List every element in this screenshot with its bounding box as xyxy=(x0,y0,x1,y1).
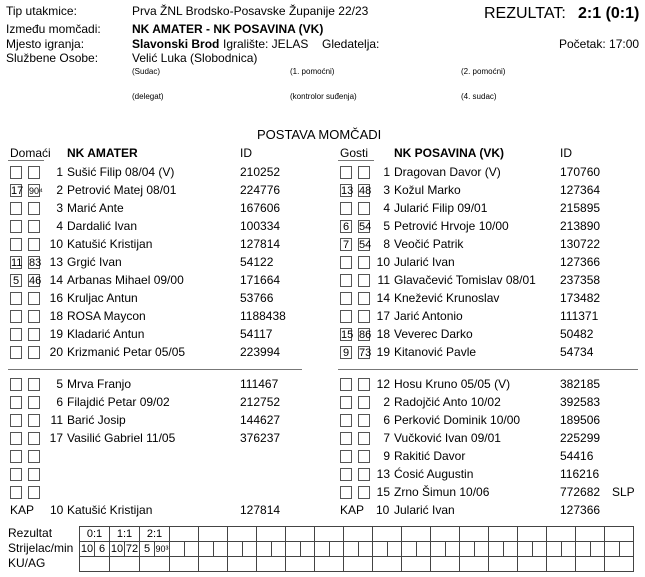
minute-box: 46 xyxy=(29,275,42,287)
player-name: Kožul Marko xyxy=(394,183,461,197)
scorer-row-label: Strijelac/min xyxy=(8,541,74,555)
minute-box xyxy=(358,256,370,269)
minute-box: 9 xyxy=(340,346,352,359)
player-name: Sušić Filip 08/04 (V) xyxy=(67,165,175,179)
sub-number: 2 xyxy=(383,395,390,409)
player-id: 127366 xyxy=(560,255,601,269)
sub-name: Zrno Šimun 10/06 xyxy=(394,485,490,499)
minute-box xyxy=(358,450,370,463)
minute-box: 11 xyxy=(11,257,23,269)
score-cell xyxy=(286,527,315,542)
player-number: 2 xyxy=(56,183,63,197)
player-id: 54122 xyxy=(240,255,274,269)
sub-id: 189506 xyxy=(560,413,601,427)
home-kap-num: 10 xyxy=(50,503,64,517)
player-id: 100334 xyxy=(240,219,281,233)
teams: NK AMATER - NK POSAVINA (VK) xyxy=(132,22,324,36)
minute-cell: 72 xyxy=(125,543,139,555)
minute-box xyxy=(28,486,40,499)
player-id: 53766 xyxy=(240,291,274,305)
player-name: Grgić Ivan xyxy=(67,255,122,269)
player-number: 10 xyxy=(49,237,63,251)
sub-number: 12 xyxy=(376,377,390,391)
player-id: 170760 xyxy=(560,165,601,179)
sub-id: 772682 xyxy=(560,485,601,499)
player-number: 17 xyxy=(376,309,390,323)
player-id: 54734 xyxy=(560,345,594,359)
minute-box xyxy=(28,414,40,427)
referee-name: Velić Luka (Slobodnica) xyxy=(132,51,258,65)
player-number: 14 xyxy=(376,291,390,305)
player-name: Arbanas Mihael 09/00 xyxy=(67,273,184,287)
sub-id: 144627 xyxy=(240,413,281,427)
player-name: ROSA Maycon xyxy=(67,309,146,323)
player-name: Veverec Darko xyxy=(394,327,473,341)
minute-box xyxy=(358,486,370,499)
kickoff: Početak: 17:00 xyxy=(559,37,640,51)
scorer-cell: 10 xyxy=(110,543,124,555)
player-number: 5 xyxy=(383,219,390,233)
sub-id: 392583 xyxy=(560,395,601,409)
player-name: Dardalić Ivan xyxy=(67,219,138,233)
player-name: Marić Ante xyxy=(67,201,124,215)
minute-box: 83 xyxy=(29,257,42,269)
pom2-caption: (2. pomoćni) xyxy=(461,67,506,76)
away-side-label: Gosti xyxy=(340,146,369,160)
sub-name: Hosu Kruno 05/05 (V) xyxy=(394,377,511,391)
player-id: 171664 xyxy=(240,273,281,287)
minute-box xyxy=(10,328,22,341)
minute-box xyxy=(340,292,352,305)
away-kap-id: 127366 xyxy=(560,503,601,517)
minute-box xyxy=(28,328,40,341)
minute-box xyxy=(28,346,40,359)
minute-box xyxy=(340,378,352,391)
sub-extra: SLP xyxy=(612,485,635,499)
player-number: 4 xyxy=(56,219,63,233)
minute-box: 6 xyxy=(340,220,352,233)
home-team-name: NK AMATER xyxy=(67,146,138,160)
minute-box xyxy=(10,166,22,179)
sudac4-caption: (4. sudac) xyxy=(461,92,497,101)
player-id: 167606 xyxy=(240,201,281,215)
player-number: 1 xyxy=(56,165,63,179)
sub-number: 6 xyxy=(383,413,390,427)
score-cell xyxy=(170,527,199,542)
sub-id: 212752 xyxy=(240,395,281,409)
lineup-title: POSTAVA MOMČADI xyxy=(257,127,382,142)
player-number: 13 xyxy=(49,255,63,269)
minute-box xyxy=(28,450,40,463)
minute-box xyxy=(340,450,352,463)
sub-name: Vasilić Gabriel 11/05 xyxy=(67,431,176,445)
minute-box xyxy=(340,310,352,323)
minute-box xyxy=(28,378,40,391)
player-id: 173482 xyxy=(560,291,601,305)
tip-label: Tip utakmice: xyxy=(6,4,77,18)
away-subs-divider xyxy=(338,369,638,370)
score-cell xyxy=(402,527,431,542)
minute-box xyxy=(358,378,370,391)
result-table-scorers-row xyxy=(80,542,634,557)
player-name: Kladarić Antun xyxy=(67,327,145,341)
minute-box xyxy=(358,202,370,215)
player-id: 1188438 xyxy=(240,309,286,323)
sub-id: 54416 xyxy=(560,449,594,463)
minute-cell: 90³ xyxy=(155,542,170,557)
sub-name: Mrva Franjo xyxy=(67,377,132,391)
minute-box xyxy=(358,432,370,445)
scorer-cell: 10 xyxy=(80,543,94,555)
result-value: 2:1 (0:1) xyxy=(578,5,640,22)
officials-label: Službene Osobe: xyxy=(6,51,99,65)
score-cell xyxy=(373,527,402,542)
result-label: REZULTAT: xyxy=(484,5,566,22)
player-number: 20 xyxy=(49,345,63,359)
away-kap-label: KAP xyxy=(340,503,365,517)
player-id: 213890 xyxy=(560,219,601,233)
player-number: 4 xyxy=(383,201,390,215)
home-kap-name: Katušić Kristijan xyxy=(67,503,153,517)
sub-name: Radojčić Anto 10/02 xyxy=(394,395,501,409)
result-table-scores-row xyxy=(80,527,634,542)
minute-box xyxy=(358,414,370,427)
minute-box xyxy=(340,432,352,445)
minute-box xyxy=(340,256,352,269)
home-id-header: ID xyxy=(240,146,252,160)
score-cell xyxy=(547,527,576,542)
sub-number: 13 xyxy=(376,467,390,481)
minute-box xyxy=(340,486,352,499)
away-kap-num: 10 xyxy=(376,503,390,517)
sub-name: Vučković Ivan 09/01 xyxy=(394,431,501,445)
minute-box: 17 xyxy=(11,185,24,197)
player-number: 3 xyxy=(56,201,63,215)
result-table-kuag-row xyxy=(80,557,634,572)
minute-box xyxy=(10,202,22,215)
score-cell xyxy=(228,527,257,542)
venue-label: Mjesto igranja: xyxy=(6,37,85,51)
player-id: 210252 xyxy=(240,165,281,179)
sudac-caption: (Sudac) xyxy=(132,67,161,76)
minute-box xyxy=(10,486,22,499)
player-name: Katušić Kristijan xyxy=(67,237,153,251)
player-number: 19 xyxy=(376,345,390,359)
minute-box xyxy=(358,396,370,409)
player-name: Kruljac Antun xyxy=(67,291,138,305)
score-cell xyxy=(489,527,518,542)
minute-box xyxy=(340,274,352,287)
home-side-label: Domaći xyxy=(10,146,51,160)
minute-box xyxy=(10,220,22,233)
score-cell: 2:1 xyxy=(140,527,170,542)
minute-box xyxy=(10,378,22,391)
score-cell xyxy=(199,527,228,542)
delegat-caption: (delegat) xyxy=(132,92,164,101)
kuag-row-label: KU/AG xyxy=(8,556,46,570)
sub-number: 6 xyxy=(56,395,63,409)
player-number: 1 xyxy=(383,165,390,179)
home-subs-divider xyxy=(8,369,302,370)
score-cell xyxy=(518,527,547,542)
home-kap-label: KAP xyxy=(10,503,35,517)
minute-box xyxy=(10,346,22,359)
kontrolor-caption: (kontrolor suđenja) xyxy=(290,92,357,101)
player-number: 10 xyxy=(376,255,390,269)
minute-box xyxy=(28,396,40,409)
player-id: 127814 xyxy=(240,237,281,251)
player-name: Petrović Matej 08/01 xyxy=(67,183,177,197)
player-id: 111371 xyxy=(560,309,599,323)
sub-number: 11 xyxy=(50,413,63,427)
minute-box xyxy=(10,432,22,445)
player-number: 14 xyxy=(49,273,63,287)
player-number: 18 xyxy=(49,309,63,323)
minute-box xyxy=(28,220,40,233)
minute-box xyxy=(10,468,22,481)
away-team-name: NK POSAVINA (VK) xyxy=(394,146,505,160)
player-name: Glavačević Tomislav 08/01 xyxy=(394,273,536,287)
score-cell xyxy=(605,527,634,542)
minute-box xyxy=(28,310,40,323)
pom1-caption: (1. pomoćni) xyxy=(290,67,335,76)
minute-box xyxy=(28,468,40,481)
sub-name: Perković Dominik 10/00 xyxy=(394,413,521,427)
sub-id: 111467 xyxy=(240,377,279,391)
sub-name: Rakitić Davor xyxy=(394,449,466,463)
score-cell xyxy=(257,527,286,542)
ground: Igralište: JELAS xyxy=(223,37,309,51)
between-label: Između momčadi: xyxy=(6,22,101,36)
player-number: 8 xyxy=(383,237,390,251)
minute-box xyxy=(10,450,22,463)
score-cell xyxy=(315,527,344,542)
player-id: 215895 xyxy=(560,201,601,215)
minute-box xyxy=(10,310,22,323)
minute-box xyxy=(10,414,22,427)
player-number: 18 xyxy=(376,327,390,341)
sub-number: 7 xyxy=(383,431,390,445)
score-cell xyxy=(576,527,605,542)
player-name: Jularić Filip 09/01 xyxy=(394,201,488,215)
minute-box xyxy=(28,202,40,215)
minute-box xyxy=(28,166,40,179)
minute-box xyxy=(10,238,22,251)
away-divider xyxy=(338,160,374,161)
player-id: 54117 xyxy=(240,327,273,341)
sub-name: Filajdić Petar 09/02 xyxy=(67,395,170,409)
minute-box xyxy=(358,166,370,179)
minute-box xyxy=(340,468,352,481)
player-name: Krizmanić Petar 05/05 xyxy=(67,345,186,359)
home-kap-id: 127814 xyxy=(240,503,281,517)
minute-box xyxy=(358,292,370,305)
player-number: 3 xyxy=(383,183,390,197)
sub-id: 116216 xyxy=(560,467,600,481)
spectators-label: Gledatelja: xyxy=(322,37,380,51)
minute-box xyxy=(28,238,40,251)
player-name: Kitanović Pavle xyxy=(394,345,477,359)
sub-name: Ćosić Augustin xyxy=(394,467,474,481)
away-kap-name: Jularić Ivan xyxy=(394,503,455,517)
player-number: 19 xyxy=(49,327,63,341)
scorer-cell: 5 xyxy=(140,542,155,557)
score-cell: 1:1 xyxy=(110,527,140,542)
minute-box: 15 xyxy=(341,329,354,341)
minute-box: 54 xyxy=(359,221,372,233)
score-cell xyxy=(431,527,460,542)
minute-box xyxy=(340,414,352,427)
sub-number: 17 xyxy=(49,431,63,445)
minute-box: 54 xyxy=(359,239,372,251)
result-row-label: Rezultat xyxy=(8,526,53,540)
sub-number: 9 xyxy=(383,449,390,463)
minute-box: 90⁴ xyxy=(29,186,43,196)
minute-box: 86 xyxy=(359,329,372,341)
venue: Slavonski Brod xyxy=(132,37,220,51)
player-id: 50482 xyxy=(560,327,594,341)
player-name: Jarić Antonio xyxy=(394,309,463,323)
home-divider xyxy=(8,160,44,161)
player-name: Knežević Krunoslav xyxy=(394,291,500,305)
player-name: Dragovan Davor (V) xyxy=(394,165,501,179)
player-id: 130722 xyxy=(560,237,601,251)
sub-number: 15 xyxy=(376,485,390,499)
score-cell xyxy=(460,527,489,542)
player-name: Jularić Ivan xyxy=(394,255,455,269)
minute-box xyxy=(340,396,352,409)
result-table xyxy=(79,526,634,572)
minute-box xyxy=(340,166,352,179)
sub-name: Barić Josip xyxy=(67,413,126,427)
player-name: Petrović Hrvoje 10/00 xyxy=(394,219,509,233)
minute-box xyxy=(358,468,370,481)
score-cell xyxy=(344,527,373,542)
minute-box xyxy=(10,292,22,305)
minute-box: 13 xyxy=(341,185,354,197)
minute-box: 7 xyxy=(340,238,352,251)
player-name: Veočić Patrik xyxy=(394,237,464,251)
sub-id: 376237 xyxy=(240,431,281,445)
player-number: 16 xyxy=(49,291,63,305)
minute-cell: 6 xyxy=(95,542,110,557)
minute-box xyxy=(340,202,352,215)
minute-box xyxy=(28,292,40,305)
player-id: 127364 xyxy=(560,183,601,197)
score-cell: 0:1 xyxy=(80,527,110,542)
sub-id: 225299 xyxy=(560,431,601,445)
player-id: 237358 xyxy=(560,273,601,287)
minute-box xyxy=(358,274,370,287)
minute-box: 5 xyxy=(10,274,22,287)
minute-box: 73 xyxy=(359,347,372,359)
minute-box: 48 xyxy=(359,185,372,197)
player-id: 223994 xyxy=(240,345,281,359)
away-id-header: ID xyxy=(560,146,572,160)
competition: Prva ŽNL Brodsko-Posavske Županije 22/23 xyxy=(132,4,369,18)
player-id: 224776 xyxy=(240,183,281,197)
minute-box xyxy=(10,396,22,409)
player-number: 11 xyxy=(377,273,390,287)
sub-number: 5 xyxy=(56,377,63,391)
sub-id: 382185 xyxy=(560,377,601,391)
minute-box xyxy=(28,432,40,445)
minute-box xyxy=(358,310,370,323)
